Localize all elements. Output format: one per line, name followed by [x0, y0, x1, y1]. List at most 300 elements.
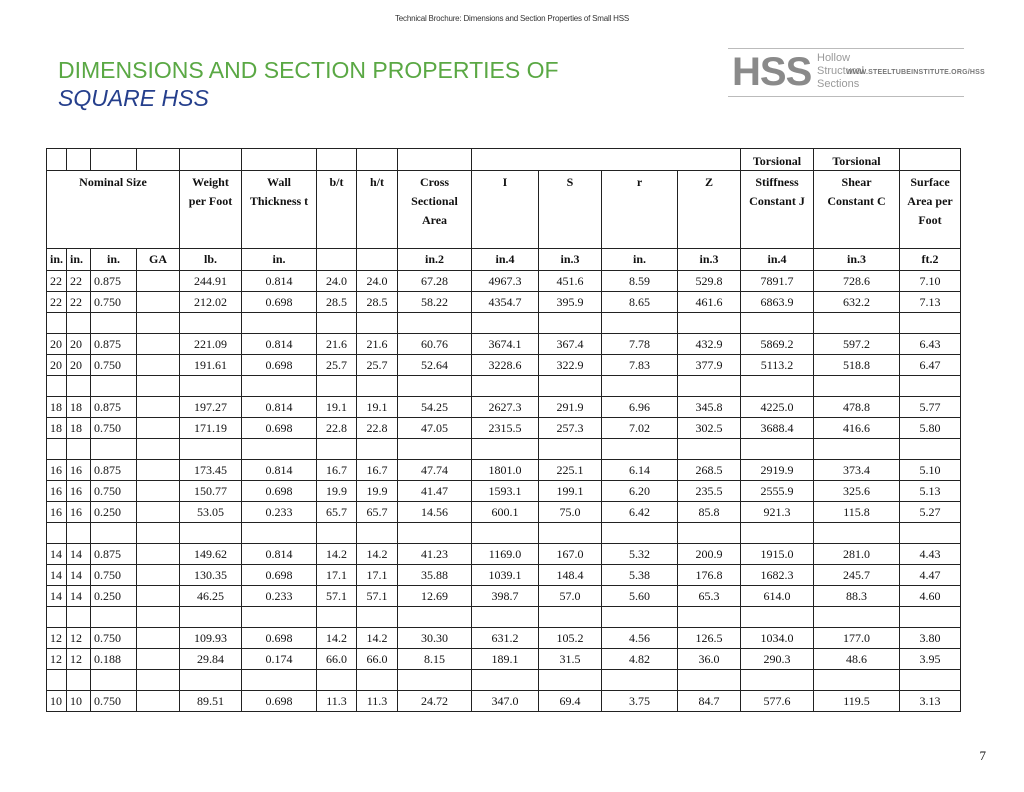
empty-cell — [180, 670, 242, 691]
empty-cell — [900, 376, 961, 397]
table-cell: 291.9 — [539, 397, 602, 418]
table-row — [47, 544, 961, 565]
table-cell: 12 — [47, 628, 67, 649]
table-cell: 3.13 — [900, 691, 961, 712]
table-cell: 0.188 — [91, 649, 137, 670]
table-cell: 921.3 — [741, 502, 814, 523]
table-cell: 244.91 — [180, 271, 242, 292]
empty-cell — [47, 376, 67, 397]
empty-cell — [180, 376, 242, 397]
table-cell — [137, 418, 180, 439]
table-cell: 345.8 — [678, 397, 741, 418]
empty-cell — [539, 376, 602, 397]
table-cell — [137, 586, 180, 607]
table-cell: 16.7 — [357, 460, 398, 481]
empty-cell — [357, 313, 398, 334]
empty-cell — [47, 313, 67, 334]
table-cell: 290.3 — [741, 649, 814, 670]
empty-cell — [602, 523, 678, 544]
table-cell: 85.8 — [678, 502, 741, 523]
empty-cell — [357, 607, 398, 628]
table-cell: 3228.6 — [472, 355, 539, 376]
unit-cell: in.3 — [678, 249, 741, 271]
table-cell: 16 — [67, 502, 91, 523]
table-cell: 115.8 — [814, 502, 900, 523]
table-cell: 3.75 — [602, 691, 678, 712]
table-cell: 16.7 — [317, 460, 357, 481]
table-row — [47, 271, 961, 292]
table-row — [47, 502, 961, 523]
empty-cell — [242, 670, 317, 691]
empty-cell — [678, 376, 741, 397]
header-r: r — [602, 171, 678, 249]
table-cell — [137, 544, 180, 565]
table-cell — [137, 649, 180, 670]
unit-cell: ft.2 — [900, 249, 961, 271]
empty-cell — [472, 313, 539, 334]
table-cell: 0.233 — [242, 586, 317, 607]
unit-cell: in.3 — [814, 249, 900, 271]
spacer-row — [47, 313, 961, 334]
table-cell: 5.77 — [900, 397, 961, 418]
logo-word-sections: Sections — [817, 78, 860, 90]
header-row-top — [47, 149, 961, 171]
table-cell — [137, 502, 180, 523]
logo-word-structural: Structural — [817, 65, 865, 77]
table-row — [47, 292, 961, 313]
table-cell: 8.15 — [398, 649, 472, 670]
header-i: I — [472, 171, 539, 249]
table-cell: 212.02 — [180, 292, 242, 313]
table-cell: 8.59 — [602, 271, 678, 292]
table-cell: 0.250 — [91, 586, 137, 607]
table-cell: 0.698 — [242, 481, 317, 502]
empty-cell — [317, 670, 357, 691]
empty-cell — [180, 313, 242, 334]
table-cell: 14.56 — [398, 502, 472, 523]
table-cell: 18 — [47, 397, 67, 418]
table-cell: 600.1 — [472, 502, 539, 523]
header-area: Cross Sectional Area — [398, 171, 472, 249]
table-cell: 148.4 — [539, 565, 602, 586]
table-cell: 14.2 — [317, 628, 357, 649]
table-cell: 22.8 — [357, 418, 398, 439]
table-cell: 632.2 — [814, 292, 900, 313]
table-cell: 57.0 — [539, 586, 602, 607]
table-cell: 3688.4 — [741, 418, 814, 439]
empty-cell — [91, 670, 137, 691]
table-cell: 0.750 — [91, 292, 137, 313]
table-cell: 6.14 — [602, 460, 678, 481]
table-cell: 14 — [47, 565, 67, 586]
empty-cell — [137, 523, 180, 544]
table-cell: 0.875 — [91, 460, 137, 481]
table-cell: 432.9 — [678, 334, 741, 355]
empty-cell — [678, 523, 741, 544]
table-cell: 14 — [67, 544, 91, 565]
empty-cell — [900, 313, 961, 334]
table-cell: 373.4 — [814, 460, 900, 481]
table-cell: 24.0 — [357, 271, 398, 292]
table-cell: 2919.9 — [741, 460, 814, 481]
table-cell: 451.6 — [539, 271, 602, 292]
table-cell — [137, 271, 180, 292]
unit-cell — [317, 249, 357, 271]
unit-cell: GA — [137, 249, 180, 271]
table-cell: 0.750 — [91, 565, 137, 586]
empty-cell — [814, 313, 900, 334]
table-cell: 0.814 — [242, 544, 317, 565]
spacer-row — [47, 607, 961, 628]
header-row — [47, 171, 961, 249]
table-cell: 0.698 — [242, 355, 317, 376]
table-cell: 109.93 — [180, 628, 242, 649]
table-cell: 4.56 — [602, 628, 678, 649]
table-cell: 395.9 — [539, 292, 602, 313]
unit-cell: in.2 — [398, 249, 472, 271]
unit-cell: in. — [67, 249, 91, 271]
table-row — [47, 397, 961, 418]
table-cell — [137, 355, 180, 376]
table-cell: 17.1 — [357, 565, 398, 586]
table-cell — [137, 691, 180, 712]
header-bt: b/t — [317, 171, 357, 249]
empty-cell — [539, 607, 602, 628]
table-cell: 1034.0 — [741, 628, 814, 649]
table-cell: 377.9 — [678, 355, 741, 376]
table-cell: 22 — [47, 292, 67, 313]
empty-cell — [91, 439, 137, 460]
hss-logo-mark: HSS — [732, 50, 812, 94]
table-cell: 631.2 — [472, 628, 539, 649]
header-torsional-j: Stiffness Constant J — [741, 171, 814, 249]
table-cell: 24.72 — [398, 691, 472, 712]
table-cell: 199.1 — [539, 481, 602, 502]
empty-cell — [900, 670, 961, 691]
table-cell: 0.250 — [91, 502, 137, 523]
table-cell: 57.1 — [317, 586, 357, 607]
table-cell: 3.95 — [900, 649, 961, 670]
table-cell: 5.27 — [900, 502, 961, 523]
table-cell: 245.7 — [814, 565, 900, 586]
table-row — [47, 691, 961, 712]
table-cell: 1039.1 — [472, 565, 539, 586]
empty-cell — [91, 523, 137, 544]
table-cell: 10 — [47, 691, 67, 712]
table-cell: 347.0 — [472, 691, 539, 712]
table-cell: 16 — [47, 460, 67, 481]
unit-cell — [357, 249, 398, 271]
table-cell: 173.45 — [180, 460, 242, 481]
table-cell: 14 — [67, 586, 91, 607]
table-cell: 47.74 — [398, 460, 472, 481]
square-hss-table — [46, 148, 961, 712]
table-cell: 16 — [67, 481, 91, 502]
table-cell: 16 — [47, 502, 67, 523]
table-cell: 46.25 — [180, 586, 242, 607]
table-cell: 1915.0 — [741, 544, 814, 565]
table-cell: 0.698 — [242, 628, 317, 649]
table-cell: 478.8 — [814, 397, 900, 418]
empty-cell — [242, 376, 317, 397]
empty-cell — [814, 376, 900, 397]
empty-cell — [137, 607, 180, 628]
empty-cell — [242, 439, 317, 460]
table-row — [47, 334, 961, 355]
empty-cell — [398, 523, 472, 544]
table-cell — [137, 334, 180, 355]
empty-cell — [67, 523, 91, 544]
table-cell: 7.78 — [602, 334, 678, 355]
table-cell: 41.23 — [398, 544, 472, 565]
empty-cell — [539, 313, 602, 334]
table-cell: 577.6 — [741, 691, 814, 712]
table-cell: 6.47 — [900, 355, 961, 376]
empty-cell — [47, 670, 67, 691]
table-cell: 89.51 — [180, 691, 242, 712]
table-cell: 0.698 — [242, 691, 317, 712]
table-cell: 20 — [47, 355, 67, 376]
header-torsional-c: Shear Constant C — [814, 171, 900, 249]
empty-cell — [357, 376, 398, 397]
empty-cell — [137, 376, 180, 397]
running-header: Technical Brochure: Dimensions and Section Properties of Small HSS — [394, 14, 630, 23]
table-cell: 54.25 — [398, 397, 472, 418]
table-cell: 66.0 — [317, 649, 357, 670]
table-cell: 22 — [67, 292, 91, 313]
table-cell: 22 — [47, 271, 67, 292]
table-cell: 65.7 — [317, 502, 357, 523]
table-cell: 22 — [67, 271, 91, 292]
table-cell: 19.9 — [357, 481, 398, 502]
table-cell: 1801.0 — [472, 460, 539, 481]
empty-cell — [317, 523, 357, 544]
table-cell: 14.2 — [357, 628, 398, 649]
table-cell: 7.10 — [900, 271, 961, 292]
empty-cell — [602, 670, 678, 691]
table-cell: 19.1 — [357, 397, 398, 418]
empty-cell — [137, 439, 180, 460]
table-cell: 4225.0 — [741, 397, 814, 418]
table-cell: 25.7 — [357, 355, 398, 376]
table-cell: 6.96 — [602, 397, 678, 418]
table-cell: 1593.1 — [472, 481, 539, 502]
empty-cell — [317, 376, 357, 397]
empty-cell — [814, 439, 900, 460]
table-cell: 25.7 — [317, 355, 357, 376]
empty-cell — [678, 313, 741, 334]
page-number: 7 — [979, 748, 986, 763]
table-cell: 221.09 — [180, 334, 242, 355]
empty-cell — [242, 523, 317, 544]
unit-cell: in.3 — [539, 249, 602, 271]
table-cell: 58.22 — [398, 292, 472, 313]
unit-cell: lb. — [180, 249, 242, 271]
table-cell: 18 — [47, 418, 67, 439]
table-cell: 302.5 — [678, 418, 741, 439]
table-cell: 0.875 — [91, 334, 137, 355]
empty-cell — [741, 607, 814, 628]
table-cell: 728.6 — [814, 271, 900, 292]
table-cell: 191.61 — [180, 355, 242, 376]
empty-cell — [539, 439, 602, 460]
table-cell: 20 — [67, 355, 91, 376]
table-cell: 12 — [47, 649, 67, 670]
empty-cell — [398, 670, 472, 691]
table-cell: 597.2 — [814, 334, 900, 355]
empty-cell — [180, 607, 242, 628]
header-s: S — [539, 171, 602, 249]
table-cell: 0.750 — [91, 418, 137, 439]
table-cell: 4967.3 — [472, 271, 539, 292]
empty-cell — [472, 670, 539, 691]
empty-cell — [539, 670, 602, 691]
table-cell: 197.27 — [180, 397, 242, 418]
empty-cell — [67, 376, 91, 397]
page-title — [58, 56, 559, 112]
table-cell: 65.7 — [357, 502, 398, 523]
logo-word-hollow: Hollow — [817, 52, 851, 64]
table-cell: 5.32 — [602, 544, 678, 565]
table-cell: 0.814 — [242, 334, 317, 355]
table-cell: 20 — [47, 334, 67, 355]
table-cell: 5.13 — [900, 481, 961, 502]
table-cell: 4.60 — [900, 586, 961, 607]
table-cell: 7.83 — [602, 355, 678, 376]
empty-cell — [137, 670, 180, 691]
empty-cell — [900, 607, 961, 628]
table-cell: 41.47 — [398, 481, 472, 502]
table-cell: 518.8 — [814, 355, 900, 376]
table-cell: 6.42 — [602, 502, 678, 523]
table-cell: 235.5 — [678, 481, 741, 502]
table-cell: 67.28 — [398, 271, 472, 292]
empty-cell — [741, 313, 814, 334]
table-cell: 22.8 — [317, 418, 357, 439]
empty-cell — [741, 439, 814, 460]
empty-cell — [67, 670, 91, 691]
table-cell: 3674.1 — [472, 334, 539, 355]
empty-cell — [814, 523, 900, 544]
empty-cell — [91, 313, 137, 334]
table-cell: 6863.9 — [741, 292, 814, 313]
unit-cell: in. — [602, 249, 678, 271]
empty-cell — [67, 607, 91, 628]
table-cell: 167.0 — [539, 544, 602, 565]
empty-cell — [47, 607, 67, 628]
table-row — [47, 565, 961, 586]
table-cell: 367.4 — [539, 334, 602, 355]
table-cell: 225.1 — [539, 460, 602, 481]
table-cell: 0.750 — [91, 628, 137, 649]
table-cell: 12 — [67, 628, 91, 649]
empty-cell — [602, 439, 678, 460]
table-row — [47, 649, 961, 670]
empty-cell — [317, 313, 357, 334]
table-cell: 65.3 — [678, 586, 741, 607]
table-cell: 53.05 — [180, 502, 242, 523]
table-row — [47, 355, 961, 376]
table-cell: 7.02 — [602, 418, 678, 439]
table-cell: 60.76 — [398, 334, 472, 355]
table-cell: 416.6 — [814, 418, 900, 439]
table-cell — [137, 397, 180, 418]
table-row — [47, 460, 961, 481]
empty-cell — [900, 439, 961, 460]
table-cell: 2315.5 — [472, 418, 539, 439]
spacer-row — [47, 439, 961, 460]
table-cell: 14 — [47, 544, 67, 565]
table-cell: 0.750 — [91, 355, 137, 376]
table-cell: 47.05 — [398, 418, 472, 439]
unit-cell: in.4 — [472, 249, 539, 271]
empty-cell — [357, 523, 398, 544]
table-cell: 20 — [67, 334, 91, 355]
table-cell: 4.82 — [602, 649, 678, 670]
header-nominal-size: Nominal Size — [47, 171, 180, 249]
table-cell: 5113.2 — [741, 355, 814, 376]
header-wall-thickness: Wall Thickness t — [242, 171, 317, 249]
empty-cell — [357, 670, 398, 691]
empty-cell — [317, 439, 357, 460]
table-cell: 14.2 — [357, 544, 398, 565]
title-line-2: SQUARE HSS — [58, 85, 209, 111]
table-cell: 5.38 — [602, 565, 678, 586]
table-cell: 189.1 — [472, 649, 539, 670]
units-row — [47, 249, 961, 271]
table-cell: 28.5 — [317, 292, 357, 313]
empty-cell — [814, 670, 900, 691]
table-cell: 14.2 — [317, 544, 357, 565]
table-cell: 0.174 — [242, 649, 317, 670]
table-cell: 5.10 — [900, 460, 961, 481]
table-cell: 66.0 — [357, 649, 398, 670]
empty-cell — [900, 523, 961, 544]
empty-cell — [602, 376, 678, 397]
table-cell — [137, 292, 180, 313]
empty-cell — [242, 607, 317, 628]
table-cell: 529.8 — [678, 271, 741, 292]
table-cell: 0.698 — [242, 565, 317, 586]
empty-cell — [242, 313, 317, 334]
header-weight: Weight per Foot — [180, 171, 242, 249]
table-cell: 105.2 — [539, 628, 602, 649]
table-cell: 11.3 — [317, 691, 357, 712]
header-z: Z — [678, 171, 741, 249]
logo-url: WWW.STEELTUBEINSTITUTE.ORG/HSS — [846, 69, 985, 76]
empty-cell — [741, 670, 814, 691]
empty-cell — [91, 376, 137, 397]
table-cell: 4.47 — [900, 565, 961, 586]
unit-cell: in. — [47, 249, 67, 271]
table-cell: 18 — [67, 397, 91, 418]
table-cell: 0.875 — [91, 544, 137, 565]
table-row — [47, 481, 961, 502]
empty-cell — [180, 523, 242, 544]
empty-cell — [317, 607, 357, 628]
empty-cell — [678, 439, 741, 460]
table-cell: 29.84 — [180, 649, 242, 670]
table-cell: 1682.3 — [741, 565, 814, 586]
table-cell: 16 — [67, 460, 91, 481]
table-cell: 281.0 — [814, 544, 900, 565]
empty-cell — [180, 439, 242, 460]
table-cell: 0.698 — [242, 418, 317, 439]
table-cell: 461.6 — [678, 292, 741, 313]
table-cell: 398.7 — [472, 586, 539, 607]
table-cell: 17.1 — [317, 565, 357, 586]
table-cell: 5.60 — [602, 586, 678, 607]
